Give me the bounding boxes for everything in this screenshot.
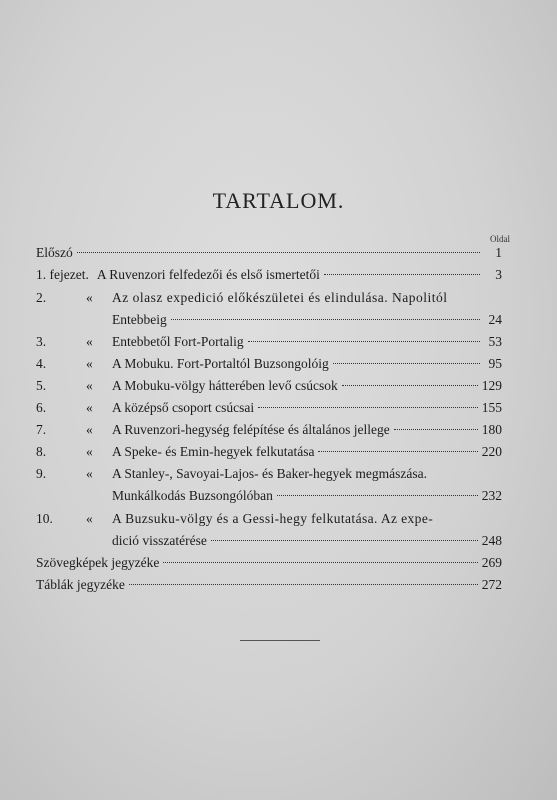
closing-rule bbox=[240, 640, 320, 641]
toc-entry-title: Entebbeig bbox=[112, 312, 167, 327]
chapter-number: 3. bbox=[36, 334, 47, 349]
toc-entry-page: 272 bbox=[481, 577, 502, 592]
chapter-number: 1. fejezet. bbox=[36, 267, 89, 282]
toc-entry-title: Táblák jegyzéke bbox=[36, 577, 125, 592]
toc-entry bbox=[36, 421, 502, 439]
chapter-number: 9. bbox=[36, 466, 47, 481]
toc-entry-continuation bbox=[112, 532, 502, 550]
chapter-number: 6. bbox=[36, 400, 47, 415]
ditto-mark: « bbox=[86, 334, 93, 349]
ditto-mark: « bbox=[86, 444, 93, 459]
chapter-number: 7. bbox=[36, 422, 47, 437]
toc-entry-page: 180 bbox=[481, 422, 502, 437]
toc-entry bbox=[36, 465, 502, 483]
leader-dots bbox=[211, 540, 478, 541]
toc-entry bbox=[36, 510, 502, 528]
chapter-number: 4. bbox=[36, 356, 47, 371]
toc-entry-page: 53 bbox=[488, 334, 502, 349]
leader-dots bbox=[77, 252, 480, 253]
leader-dots bbox=[394, 429, 478, 430]
toc-entry-page: 129 bbox=[481, 378, 502, 393]
leader-dots bbox=[248, 341, 480, 342]
toc-entry-page: 232 bbox=[481, 488, 502, 503]
ditto-mark: « bbox=[86, 290, 93, 305]
ditto-mark: « bbox=[86, 378, 93, 393]
toc-entry bbox=[36, 377, 502, 395]
toc-entry bbox=[36, 333, 502, 351]
toc-entry bbox=[36, 289, 502, 307]
toc-entry-title: Az olasz expedició előkészületei és elindulása. Napolitól bbox=[112, 290, 448, 305]
toc-entry bbox=[36, 266, 502, 284]
toc-entry-title: A Mobuku. Fort-Portaltól Buzsongolóig bbox=[112, 356, 329, 371]
toc-entry-page: 24 bbox=[488, 312, 502, 327]
toc-entry-title: Munkálkodás Buzsongólóban bbox=[112, 488, 273, 503]
toc-entry-title: A Speke- és Emin-hegyek felkutatása bbox=[112, 444, 315, 459]
toc-entry-continuation bbox=[112, 487, 502, 505]
page-column-header: Oldal bbox=[490, 234, 510, 244]
toc-entry-page: 248 bbox=[481, 533, 502, 548]
leader-dots bbox=[277, 495, 478, 496]
toc-entry-title: A Stanley-, Savoyai-Lajos- és Baker-hegyek megmászása. bbox=[112, 466, 428, 481]
toc-entry-page: 269 bbox=[481, 555, 502, 570]
leader-dots bbox=[258, 407, 478, 408]
chapter-number: 2. bbox=[36, 290, 47, 305]
ditto-mark: « bbox=[86, 511, 93, 526]
chapter-number: 10. bbox=[36, 511, 53, 526]
toc-entry bbox=[36, 554, 502, 572]
toc-entry-page: 1 bbox=[495, 245, 502, 260]
toc-entry-title: A Ruvenzori-hegység felépítése és általános jellege bbox=[112, 422, 390, 437]
toc-entry-page: 3 bbox=[495, 267, 502, 282]
toc-entry-continuation bbox=[112, 311, 502, 329]
toc-entry-page: 155 bbox=[481, 400, 502, 415]
chapter-number: 8. bbox=[36, 444, 47, 459]
chapter-number: 5. bbox=[36, 378, 47, 393]
toc-entry-title: Entebbetől Fort-Portalig bbox=[112, 334, 244, 349]
ditto-mark: « bbox=[86, 422, 93, 437]
leader-dots bbox=[333, 363, 480, 364]
leader-dots bbox=[324, 274, 480, 275]
leader-dots bbox=[318, 451, 477, 452]
leader-dots bbox=[171, 319, 480, 320]
ditto-mark: « bbox=[86, 400, 93, 415]
toc-entry bbox=[36, 244, 502, 262]
leader-dots bbox=[163, 562, 477, 563]
toc-entry-title: dició visszatérése bbox=[112, 533, 207, 548]
toc-entry-title: A Buzsuku-völgy és a Gessi-hegy felkutatása. Az expe- bbox=[112, 511, 434, 526]
toc-entry-title: Előszó bbox=[36, 245, 73, 260]
toc-entry-title: Szövegképek jegyzéke bbox=[36, 555, 160, 570]
ditto-mark: « bbox=[86, 466, 93, 481]
leader-dots bbox=[342, 385, 478, 386]
toc-entry-title: A Mobuku-völgy hátterében levő csúcsok bbox=[112, 378, 338, 393]
toc-entry bbox=[36, 443, 502, 461]
ditto-mark: « bbox=[86, 356, 93, 371]
toc-entry-title: A Ruvenzori felfedezői és első ismertetői bbox=[96, 267, 320, 282]
page-title: TARTALOM. bbox=[212, 188, 345, 213]
toc-entry-title: A középső csoport csúcsai bbox=[112, 400, 255, 415]
toc-entry bbox=[36, 399, 502, 417]
toc-entry bbox=[36, 355, 502, 373]
toc-entry-page: 220 bbox=[481, 444, 502, 459]
leader-dots bbox=[129, 584, 478, 585]
toc-entry bbox=[36, 576, 502, 594]
toc-entry-page: 95 bbox=[488, 356, 502, 371]
